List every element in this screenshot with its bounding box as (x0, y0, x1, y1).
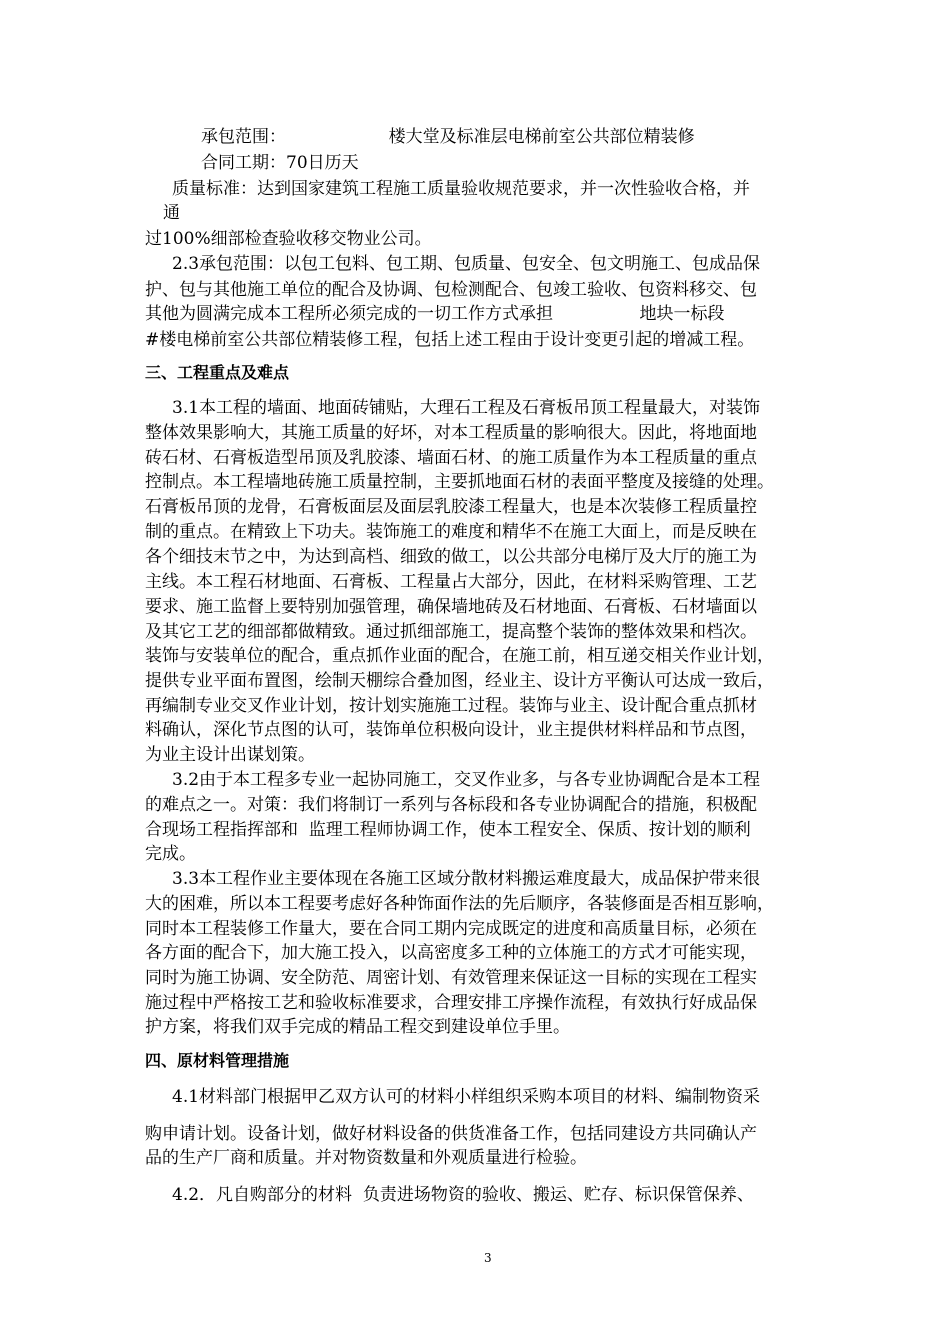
line-25: 为业主设计出谋划策。 (145, 745, 315, 765)
line-8: 其他为圆满完成本工程所必须完成的一切工作方式承担 地块一标段 (145, 304, 725, 324)
line-15: 石膏板吊顶的龙骨，石膏板面层及面层乳胶漆工程量大，也是本次装修工程质量控 (145, 497, 757, 517)
line-26: 3.2由于本工程多专业一起协同施工，交叉作业多，与各专业协调配合是本工程 (172, 770, 761, 790)
line-27: 的难点之一。对策：我们将制订一系列与各标段和各专业协调配合的措施，积极配 (145, 795, 757, 815)
line-17: 各个细技末节之中，为达到高档、细致的做工，以公共部分电梯厅及大厅的施工为 (145, 547, 757, 567)
line-21: 装饰与安装单位的配合，重点抓作业面的配合，在施工前，相互递交相关作业计划， (145, 646, 774, 666)
line-22: 提供专业平面布置图，绘制天棚综合叠加图，经业主、设计方平衡认可达成一致后， (145, 671, 774, 691)
line-33: 各方面的配合下，加大施工投入，以高密度多工种的立体施工的方式才可能实现， (145, 943, 757, 963)
line-11: 3.1本工程的墙面、地面砖铺贴，大理石工程及石膏板吊顶工程量最大，对装饰 (172, 398, 761, 418)
line-36: 护方案，将我们双手完成的精品工程交到建设单位手里。 (145, 1017, 570, 1037)
line-24: 料确认，深化节点图的认可，装饰单位积极向设计，业主提供材料样品和节点图， (145, 720, 757, 740)
line-9: #楼电梯前室公共部位精装修工程，包括上述工程由于设计变更引起的增减工程。 (145, 330, 755, 350)
line-19: 要求、施工监督上要特别加强管理，确保墙地砖及石材地面、石膏板、石材墙面以 (145, 597, 757, 617)
line-13: 砖石材、石膏板造型吊顶及乳胶漆、墙面石材、的施工质量作为本工程质量的重点 (145, 448, 757, 468)
line-31: 大的困难，所以本工程要考虑好各种饰面作法的先后顺序，各装修面是否相互影响， (145, 894, 774, 914)
line-18: 主线。本工程石材地面、石膏板、工程量占大部分，因此，在材料采购管理、工艺 (145, 572, 757, 592)
line-41: 4.2．凡自购部分的材料 负责进场物资的验收、搬运、贮存、标识保管保养、 (172, 1185, 754, 1205)
line-1: 承包范围： 楼大堂及标准层电梯前室公共部位精装修 (201, 127, 695, 147)
line-35: 施过程中严格按工艺和验收标准要求，合理安排工序操作流程，有效执行好成品保 (145, 993, 757, 1013)
line-3: 质量标准：达到国家建筑工程施工质量验收规范要求，并一次性验收合格，并 (172, 179, 750, 199)
line-39: 购申请计划。设备计划，做好材料设备的供货准备工作，包括同建设方共同确认产 (145, 1124, 757, 1144)
line-40: 品的生产厂商和质量。并对物资数量和外观质量进行检验。 (145, 1148, 587, 1168)
section-heading-4: 四、原材料管理措施 (145, 1051, 290, 1070)
line-38: 4.1材料部门根据甲乙双方认可的材料小样组织采购本项目的材料、编制物资采 (172, 1087, 761, 1107)
line-34: 同时为施工协调、安全防范、周密计划、有效管理来保证这一目标的实现在工程实 (145, 968, 757, 988)
line-28: 合现场工程指挥部和 监理工程师协调工作，使本工程安全、保质、按计划的顺利 (145, 820, 751, 840)
line-16: 制的重点。在精致上下功夫。装饰施工的难度和精华不在施工大面上，而是反映在 (145, 522, 757, 542)
line-12: 整体效果影响大，其施工质量的好坏，对本工程质量的影响很大。因此，将地面地 (145, 423, 757, 443)
line-30: 3.3本工程作业主要体现在各施工区域分散材料搬运难度最大，成品保护带来很 (172, 869, 761, 889)
line-32: 同时本工程装修工作量大，要在合同工期内完成既定的进度和高质量目标，必须在 (145, 919, 757, 939)
line-6: 2.3承包范围：以包工包料、包工期、包质量、包安全、包文明施工、包成品保 (172, 254, 761, 274)
line-5: 过100%细部检查验收移交物业公司。 (145, 229, 432, 249)
line-29: 完成。 (145, 844, 196, 864)
line-14: 控制点。本工程墙地砖施工质量控制，主要抓地面石材的表面平整度及接缝的处理。 (145, 472, 774, 492)
line-20: 及其它工艺的细部都做精致。通过抓细部施工，提高整个装饰的整体效果和档次。 (145, 622, 757, 642)
line-7: 护、包与其他施工单位的配合及协调、包检测配合、包竣工验收、包资料移交、包 (145, 280, 757, 300)
line-23: 再编制专业交叉作业计划，按计划实施施工过程。装饰与业主、设计配合重点抓材 (145, 696, 757, 716)
line-2: 合同工期：70日历天 (201, 153, 359, 173)
page-number: 3 (484, 1251, 492, 1265)
line-4: 通 (163, 203, 180, 223)
section-heading-3: 三、工程重点及难点 (145, 363, 290, 382)
